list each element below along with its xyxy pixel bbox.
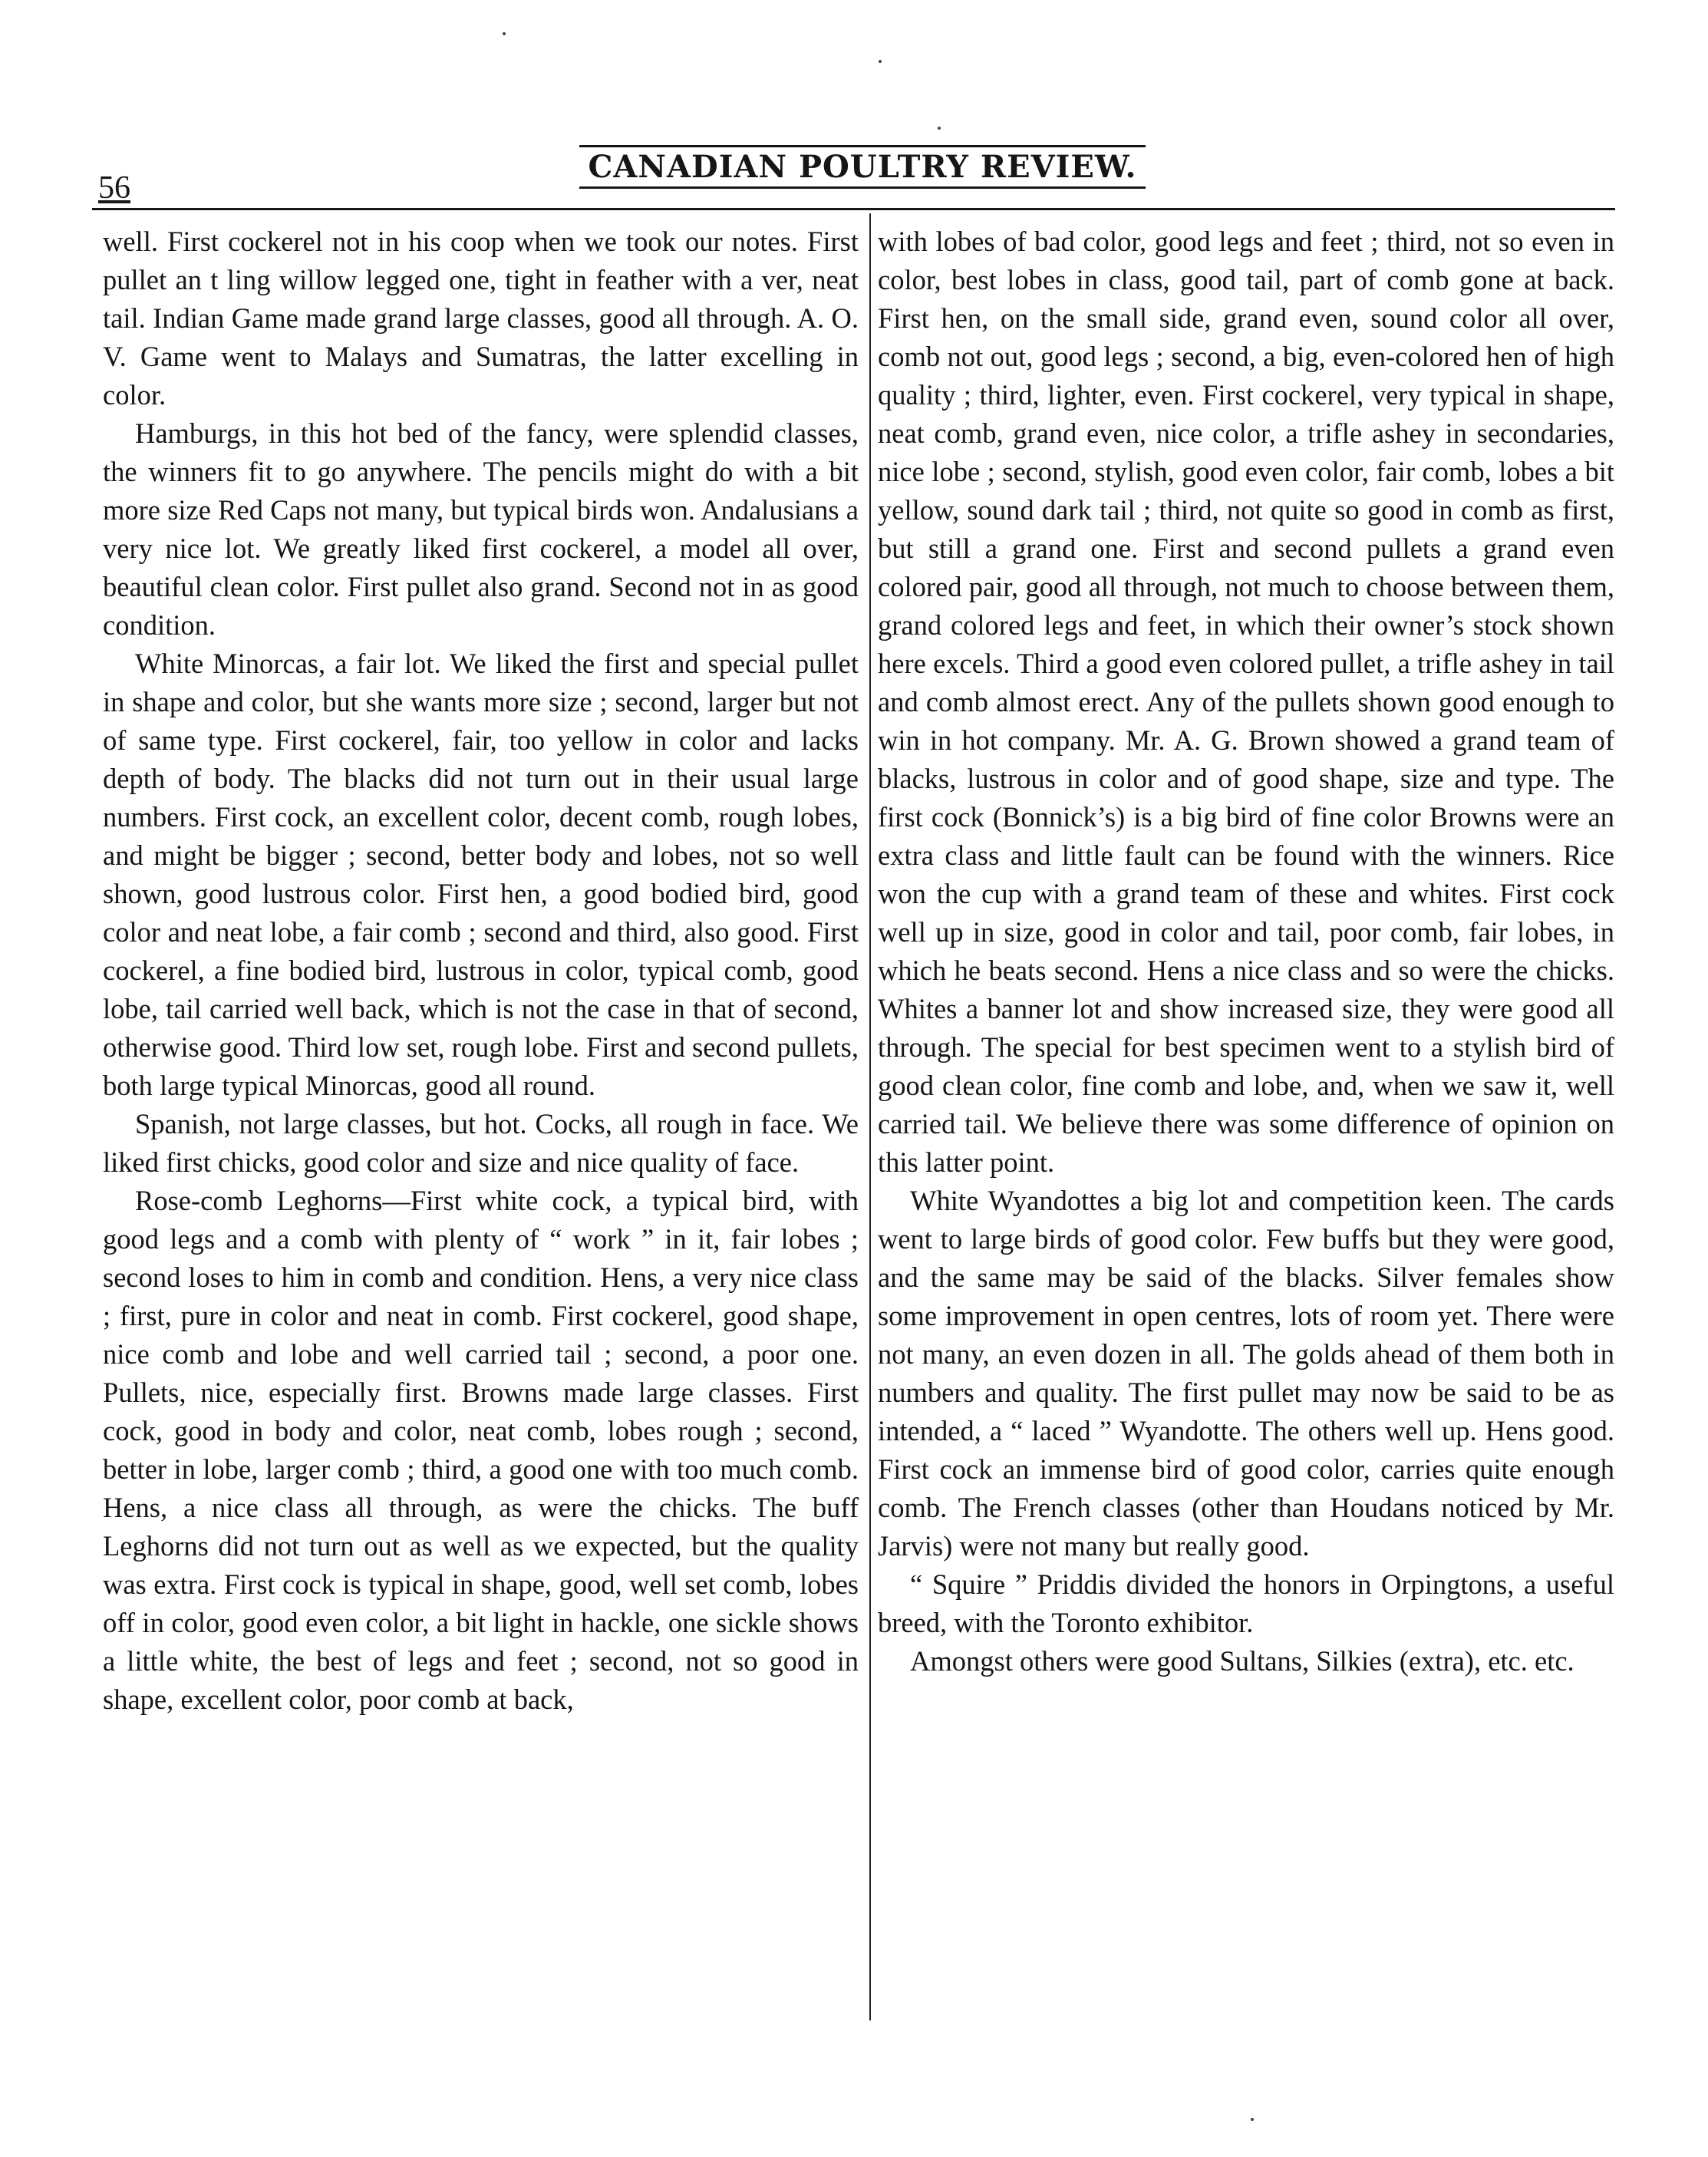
column-divider bbox=[869, 213, 871, 2020]
paragraph-white-wyandottes: White Wyandottes a big lot and competition keen. The cards went to large birds of good color. Few buffs but they were good, and the same may be said of the blacks. Silver females show some improvement in open centres, lots of room yet. There were not many, an even dozen in all. The golds ahead of them both in numbers and quality. The first pullet may now be said to be as intended, a “ laced ” Wyandotte. The others well up. Hens good. First cock an immense bird of good color, carries quite enough comb. The French classes (other than Houdans noticed by Mr. Jarvis) were not many but really good. bbox=[878, 1185, 1614, 1562]
print-speck bbox=[1251, 2118, 1254, 2121]
paragraph-white-minorcas: White Minorcas, a fair lot. We liked the first and special pullet in shape and color, but she wants more size ; second, larger but not of same type. First cockerel, fair, too yellow in color and lacks depth of body. The blacks did not turn out in their usual large numbers. First cock, an excellent color, decent comb, rough lobes, and might be bigger ; second, better body and lobes, not so well shown, good lustrous color. First hen, a good bodied bird, good color and neat lobe, a fair comb ; second and third, also good. First cockerel, a fine bodied bird, lustrous in color, typical comb, good lobe, tail carried well back, which is not the case in that of second, otherwise good. Third low set, rough lobe. First and second pullets, both large typical Minorcas, good all round. bbox=[103, 648, 859, 1101]
masthead-title: CANADIAN POULTRY REVIEW. bbox=[579, 145, 1146, 189]
header-rule bbox=[92, 208, 1615, 210]
masthead bbox=[574, 138, 1151, 195]
paragraph-spanish: Spanish, not large classes, but hot. Cocks, all rough in face. We liked first chicks, good color and size and nice quality of face. bbox=[103, 1108, 859, 1178]
paragraph-hamburgs: Hamburgs, in this hot bed of the fancy, were splendid classes, the winners fit to go anywhere. The pencils might do with a bit more size Red Caps not many, but typical birds won. Andalusians a very nice lot. We greatly liked first cockerel, a model all over, beautiful clean color. First pullet also grand. Second not in as good condition. bbox=[103, 417, 859, 641]
paragraph-others: Amongst others were good Sultans, Silkies (extra), etc. etc. bbox=[910, 1645, 1574, 1677]
paragraph-rose-comb-leghorns: Rose-comb Leghorns—First white cock, a typical bird, with good legs and a comb with plenty of “ work ” in it, fair lobes ; second loses to him in comb and condition. Hens, a very nice class ; first, pure in color and neat in comb. First cockerel, good shape, nice comb and lobe and well carried tail ; second, a poor one. Pullets, nice, especially first. Browns made large classes. First cock, good in body and color, neat comb, lobes rough ; second, better in lobe, larger comb ; third, a good one with too much comb. Hens, a nice class all through, as were the chicks. The buff Leghorns did not turn out as well as we expected, but the quality was extra. First cock is typical in shape, good, well set comb, lobes off in color, good even color, a bit light in hackle, one sickle shows a little white, the best of legs and feet ; second, not so good in shape, excellent color, poor comb at back, bbox=[103, 1185, 859, 1715]
paragraph-game-report: well. First cockerel not in his coop when we took our notes. First pullet an t ling willow legged one, tight in feather with a ver, neat tail. Indian Game made grand large classes, good all through. A. O. V. Game went to Malays and Sumatras, the latter excelling in color. bbox=[103, 226, 859, 411]
paragraph-orpingtons: “ Squire ” Priddis divided the honors in Orpingtons, a useful breed, with the Toronto exhibitor. bbox=[878, 1568, 1614, 1638]
paragraph-leghorns-continued: with lobes of bad color, good legs and feet ; third, not so even in color, best lobes in class, good tail, part of comb gone at back. First hen, on the small side, grand even, sound color all over, comb not out, good legs ; second, a big, even-colored hen of high quality ; third, lighter, even. First cockerel, very typical in shape, neat comb, grand even, nice color, a trifle ashey in secondaries, nice lobe ; second, stylish, good even color, fair comb, lobes a bit yellow, sound dark tail ; third, not quite so good in comb as first, but still a grand one. First and second pullets a grand even colored pair, good all through, not much to choose between them, grand colored legs and feet, in which their owner’s stock shown here excels. Third a good even colored pullet, a trifle ashey in tail and comb almost erect. Any of the pullets shown good enough to win in hot company. Mr. A. G. Brown showed a grand team of blacks, lustrous in color and of good shape, size and type. The first cock (Bonnick’s) is a big bird of fine color Browns were an extra class and little fault can be found with the winners. Rice won the cup with a grand team of these and whites. First cock well up in size, good in color and tail, poor comb, fair lobes, in which he beats second. Hens a nice class and so were the chicks. Whites a banner lot and show increased size, they were good all through. The special for best specimen went to a stylish bird of good clean color, fine comb and lobe, and, when we saw it, well carried tail. We believe there was some difference of opinion on this latter point. bbox=[878, 226, 1614, 1178]
right-column bbox=[878, 223, 1614, 1680]
left-column bbox=[103, 223, 859, 1719]
print-speck bbox=[503, 32, 506, 35]
print-speck bbox=[938, 127, 941, 130]
print-speck bbox=[879, 60, 882, 63]
page-number: 56 bbox=[98, 170, 130, 206]
